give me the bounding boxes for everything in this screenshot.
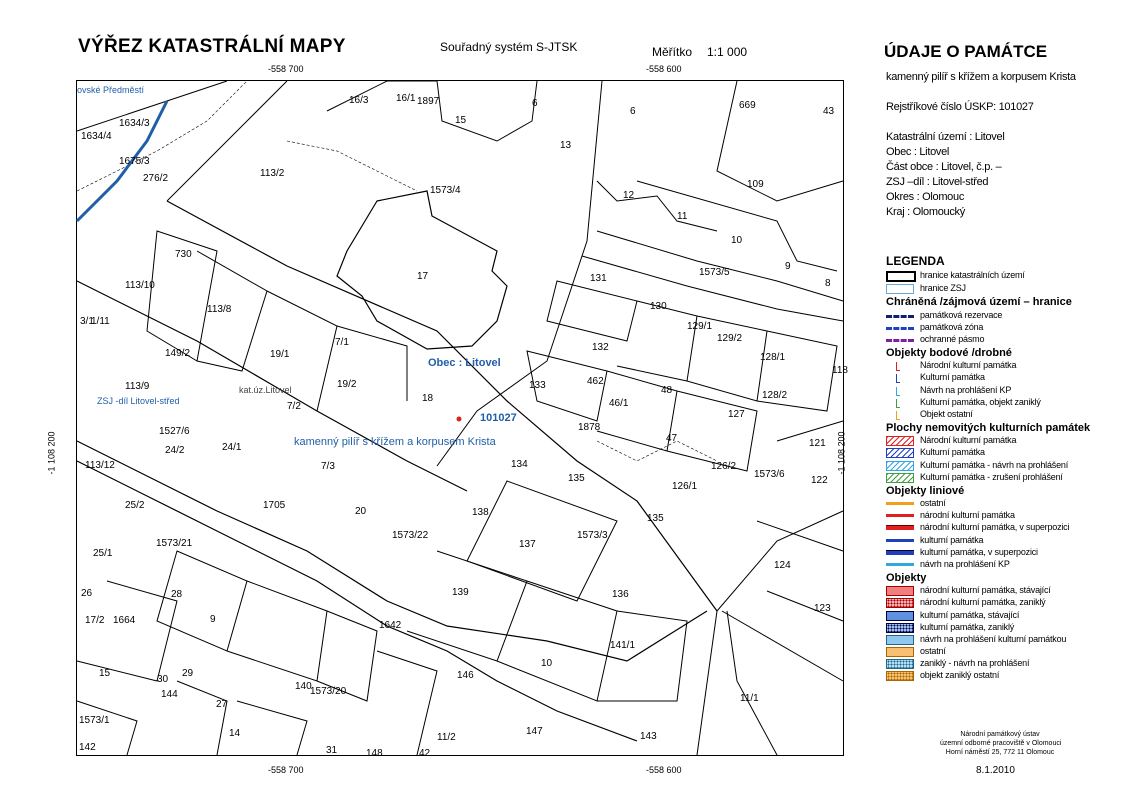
parcel-number: 133 [529,380,546,391]
parcel-number: 113/2 [260,168,285,179]
monument-label: kamenný pilíř s křížem a korpusem Krista [294,436,496,448]
axis-right: -1 108 200 [836,431,847,475]
parcel-number: 1/11 [91,316,110,327]
legend-section-title: Plochy nemovitých kulturních památek [886,421,1091,434]
detail-okres: Okres : Olomouc [886,191,965,203]
legend-item-label: zaniklý - návrh na prohlášení [920,657,1030,668]
obec-label: Obec : Litovel [428,357,501,369]
parcel-number: 129/2 [717,333,743,344]
parcel-number: 7/3 [321,461,335,472]
parcel-number: 123 [814,603,831,614]
parcel-number: 8 [825,278,831,289]
parcel-number: 1573/6 [754,469,785,480]
parcel-number: 146 [457,670,474,681]
legend-item-label: Kulturní památka, objekt zaniklý [920,396,1041,407]
panel-title: ÚDAJE O PAMÁTCE [884,42,1048,61]
cadastral-map[interactable] [76,80,848,759]
axis-top-left: -558 700 [268,64,304,74]
parcel-number: 1634/3 [119,118,150,129]
parcel-number: 6 [532,98,538,109]
parcel-number: 462 [587,376,604,387]
parcel-number: 11/1 [740,693,759,704]
detail-kraj: Kraj : Olomoucký [886,206,965,218]
coordinate-system: Souřadný systém S-JTSK [440,40,578,54]
parcel-number: 126/2 [711,461,737,472]
parcel-number: 30 [157,674,169,685]
parcel-number: 9 [785,261,791,272]
parcel-number: 20 [355,506,367,517]
legend-section-title: Objekty bodové /drobné [886,346,1012,359]
parcel-number: 1878 [578,422,601,433]
parcel-number: 128/1 [760,352,786,363]
parcel-number: 28 [171,589,183,600]
parcel-number: 15 [455,115,467,126]
legend-item-label: ostatní [920,645,946,656]
axis-bottom-left: -558 700 [268,765,304,775]
parcel-number: 15 [99,668,111,679]
parcel-number: 17 [417,271,429,282]
map-title: VÝŘEZ KATASTRÁLNÍ MAPY [78,36,346,57]
parcel-number: 113/9 [125,381,150,392]
legend-item-label: památková zóna [920,321,984,332]
legend-item-label: Objekt ostatní [920,408,973,419]
parcel-number: 137 [519,539,536,550]
parcel-number: 1573/1 [79,715,110,726]
parcel-number: 17/2 [85,615,105,626]
parcel-number: 19/2 [337,379,357,390]
print-date: 8.1.2010 [976,765,1015,776]
legend-item-label: ostatní [920,498,946,509]
parcel-number: 6 [630,106,636,117]
parcel-number: 31 [326,745,338,756]
parcel-number: 147 [526,726,543,737]
ku-label: kat.úz.Litovel [239,385,292,395]
parcel-number: 109 [747,179,764,190]
legend-item-label: Kulturní památka [920,372,985,383]
parcel-number: 130 [650,301,667,312]
parcel-number: 29 [182,668,194,679]
legend-item-label: památková rezervace [920,309,1003,320]
legend-item-label: kulturní památka, zaniklý [920,621,1015,632]
parcel-number: 26 [81,588,93,599]
legend-item-label: hranice katastrálních území [920,270,1025,280]
parcel-number: 138 [472,507,489,518]
parcel-number: 10 [731,235,743,246]
legend-section-title: Objekty [886,571,927,584]
legend-item-label: národní kulturní památka, zaniklý [920,597,1046,608]
parcel-number: 1897 [417,96,440,107]
legend-section-title: Objekty liniové [886,484,965,497]
parcel-number: 11 [677,211,688,222]
parcel-number: 113/10 [125,280,155,291]
parcel-number: 19/1 [270,349,290,360]
parcel-number: 18 [422,393,434,404]
legend-item-label: hranice ZSJ [920,282,966,293]
detail-ku: Katastrální území : Litovel [886,131,1005,143]
monument-name: kamenný pilíř s křížem a korpusem Krista [886,71,1076,83]
parcel-number: 1573/3 [577,530,608,541]
parcel-number: 7/1 [335,337,349,348]
parcel-number: 1675/3 [119,156,150,167]
parcel-number: 142 [79,742,96,753]
parcel-number: 135 [647,513,664,524]
legend-item-label: národní kulturní památka [920,510,1015,521]
parcel-number: 141/1 [610,640,636,651]
parcel-number: 7/2 [287,401,301,412]
parcel-number: 24/1 [222,442,242,453]
predmesti-label: ovské Předměstí [77,85,145,95]
legend-item-label: kulturní památka, v superpozici [920,546,1038,557]
parcel-number: 276/2 [143,173,169,184]
parcel-number: 139 [452,587,469,598]
parcel-number: 11/2 [437,732,456,743]
detail-cast-obce: Část obce : Litovel, č.p. – [886,161,1002,173]
legend-item-label: návrh na prohlášení kulturní památkou [920,633,1067,644]
parcel-number: 148 [366,748,383,759]
legend-item-label: Národní kulturní památka [920,360,1017,371]
parcel-number: 113/8 [207,304,232,315]
parcel-labels [79,93,848,759]
parcel-number: 1664 [113,615,136,626]
legend-item-label: ochranné pásmo [920,333,985,344]
registry-number: Rejstříkové číslo ÚSKP: 101027 [886,101,1034,113]
parcel-number: 140 [295,681,312,692]
parcel-number: 1573/22 [392,530,429,541]
parcel-number: 1705 [263,500,286,511]
scale-value: 1:1 000 [707,45,748,59]
parcel-number: 1634/4 [81,131,112,142]
parcel-number: 27 [216,699,228,710]
zsj-label: ZSJ -díl Litovel-střed [97,396,180,406]
parcel-number: 48 [661,385,673,396]
parcel-number: 9 [210,614,216,625]
monument-marker[interactable] [457,417,462,422]
parcel-number: 124 [774,560,791,571]
parcel-number: 13 [560,140,572,151]
legend-item-label: Národní kulturní památka [920,435,1017,446]
parcel-number: 134 [511,459,528,470]
scale-label: Měřítko [652,45,693,59]
parcel-number: 46/1 [609,398,629,409]
parcel-number: 127 [728,409,745,420]
legend-item-label: objekt zaniklý ostatní [920,670,1000,680]
parcel-number: 1573/21 [156,538,193,549]
parcel-number: 144 [161,689,178,700]
parcel-number: 126/1 [672,481,698,492]
footer-address: Horní náměstí 25, 772 11 Olomouc [945,749,1055,756]
parcel-number: 1642 [379,620,402,631]
parcel-number: 1573/20 [310,686,347,697]
footer-department: územní odborné pracoviště v Olomouci [940,740,1062,747]
axis-top-right: -558 600 [646,64,682,74]
parcel-number: 1573/4 [430,185,461,196]
parcel-number: 43 [823,106,835,117]
legend-section-title: Chráněná /zájmová území – hranice [886,296,1072,308]
parcel-number: 10 [541,658,553,669]
parcel-number: 128/2 [762,390,788,401]
detail-zsj: ZSJ –díl : Litovel-střed [886,176,989,188]
parcel-number: 143 [640,731,657,742]
parcel-number: 132 [592,342,609,353]
legend-item-label: Kulturní památka [920,447,985,458]
legend-item-label: návrh na prohlášení KP [920,558,1010,569]
parcel-number: 149/2 [165,348,191,359]
parcel-number: 669 [739,100,756,111]
parcel-number: 24/2 [165,445,185,456]
parcel-number: 118 [832,365,848,376]
parcel-number: 122 [811,475,828,486]
footer-institution: Národní památkový ústav [960,731,1040,738]
parcel-number: 131 [590,273,607,284]
registry-number-label: 101027 [480,412,517,424]
parcel-number: 730 [175,249,192,260]
parcel-number: 113/12 [85,460,115,471]
parcel-number: 3/1 [80,316,94,327]
parcel-number: 42 [419,748,431,759]
legend-item-label: kulturní památka, stávající [920,609,1020,620]
parcel-number: 121 [809,438,826,449]
parcel-number: 12 [623,190,635,201]
legend-item-label: Návrh na prohlášení KP [920,384,1012,395]
legend-item-label: národní kulturní památka, v superpozici [920,522,1070,533]
legend-item-label: kulturní památka [920,534,984,545]
legend-heading: LEGENDA [886,254,945,268]
parcel-number: 16/3 [349,95,369,106]
parcel-number: 25/2 [125,500,145,511]
parcel-number: 25/1 [93,548,113,559]
detail-obec: Obec : Litovel [886,146,950,158]
legend-item-label: Kulturní památka - návrh na prohlášení [920,459,1068,470]
parcel-number: 47 [666,433,678,444]
axis-bottom-right: -558 600 [646,765,682,775]
parcel-number: 136 [612,589,629,600]
axis-left: -1 108 200 [46,431,57,475]
legend-item-label: Kulturní památka - zrušení prohlášení [920,471,1063,482]
map-canvas[interactable] [77,81,848,759]
legend-item-label: národní kulturní památka, stávající [920,585,1051,596]
parcel-number: 129/1 [687,321,713,332]
parcel-number: 135 [568,473,585,484]
parcel-number: 1573/5 [699,267,730,278]
parcel-number: 16/1 [396,93,416,104]
parcel-number: 1527/6 [159,426,190,437]
parcel-number: 14 [229,728,241,739]
